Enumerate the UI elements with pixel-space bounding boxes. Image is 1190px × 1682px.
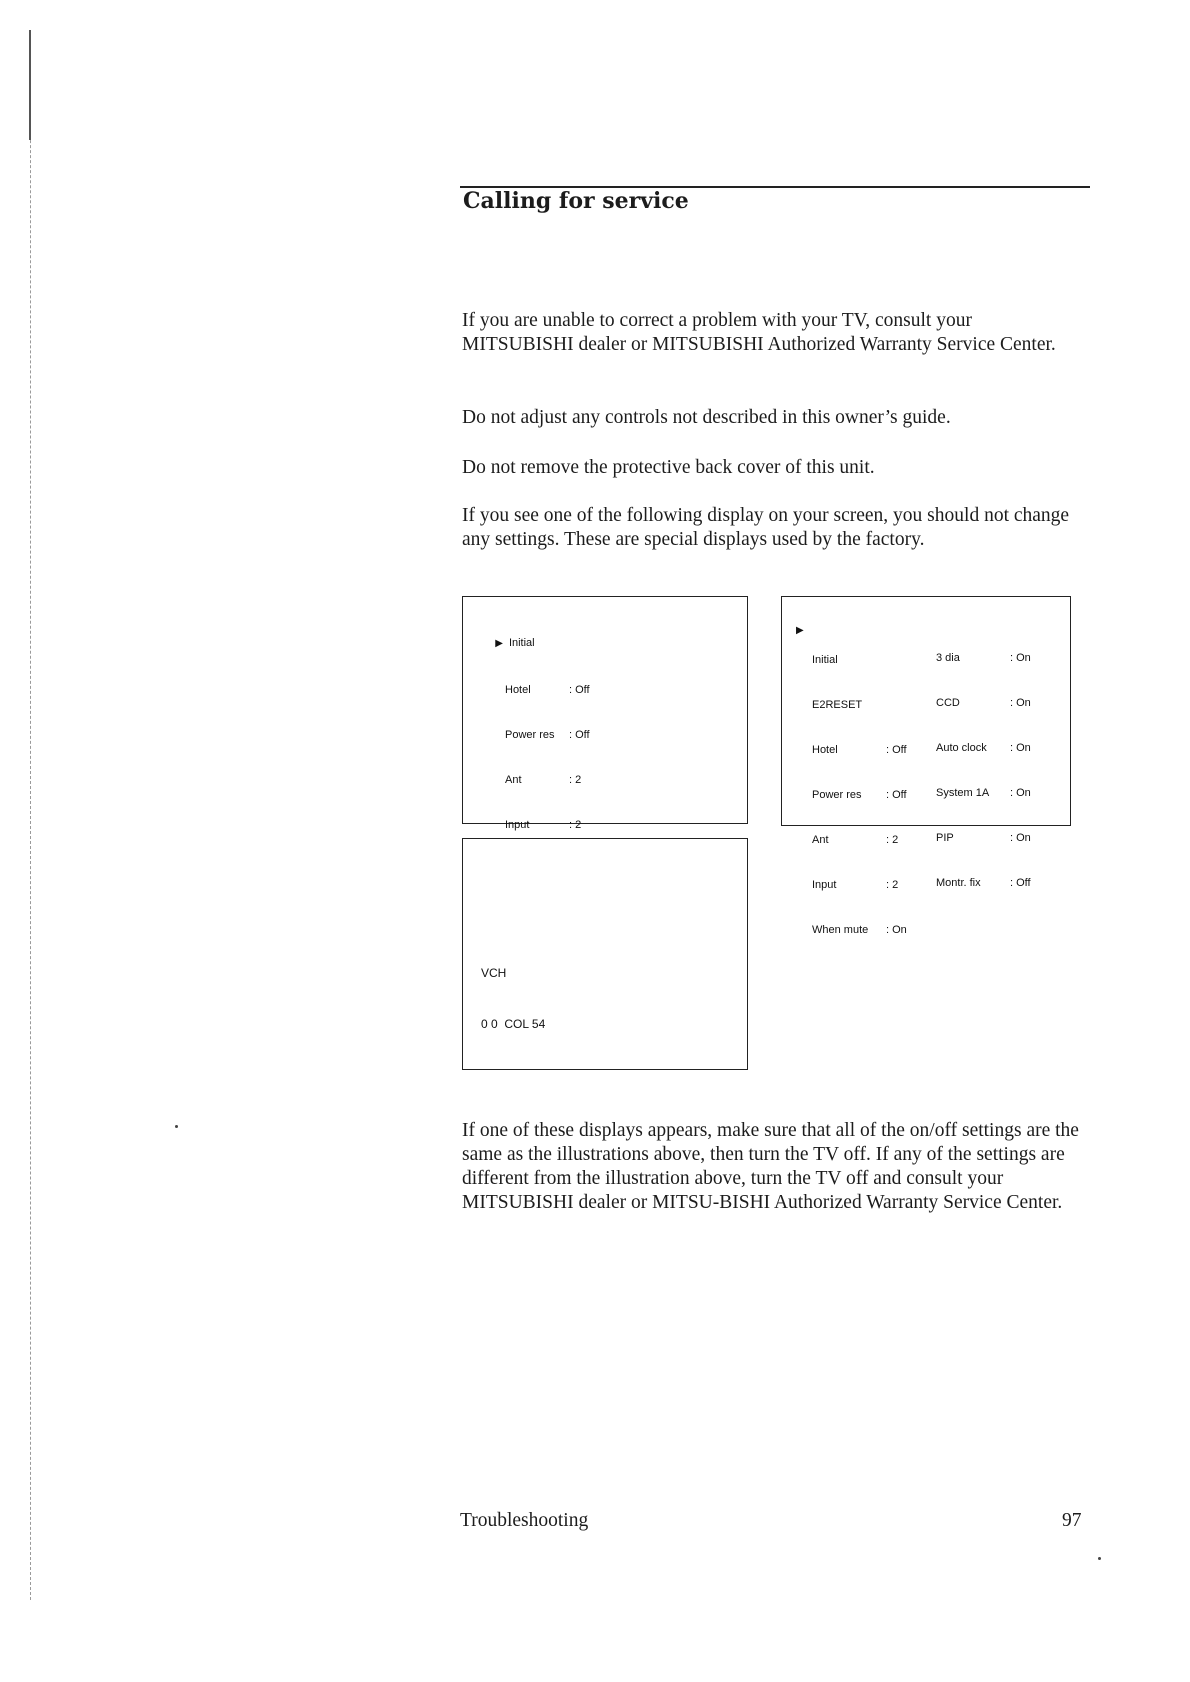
- osd-row-value: : 2: [886, 834, 899, 846]
- paragraph-do-not-adjust: Do not adjust any controls not described in this owner’s guide.: [462, 407, 951, 428]
- osd-row: [812, 653, 907, 668]
- osd-row-value: : 2: [569, 819, 582, 831]
- osd-row-value: : On: [1010, 787, 1031, 799]
- binding-edge-dashed: [30, 30, 32, 1600]
- osd-row-label: 3 dia: [936, 652, 960, 664]
- osd-row-label: E2RESET: [812, 699, 863, 711]
- osd-row-value: : 2: [569, 774, 582, 786]
- paragraph-factory-displays: If you see one of the following display on your screen, you should not change any settings. These are special displays used by the factory.: [462, 505, 1070, 550]
- osd-row-value: : Off: [569, 684, 590, 696]
- osd-row: [812, 743, 907, 758]
- osd-row-value: : Off: [886, 789, 907, 801]
- osd-row-label: Montr. fix: [936, 877, 981, 889]
- osd-row-value: : On: [1010, 742, 1031, 754]
- osd-row: [505, 773, 590, 788]
- osd-row-value: : Off: [886, 744, 907, 756]
- osd-row-value: : On: [1010, 697, 1031, 709]
- osd-row: [936, 741, 1031, 756]
- osd-row: [812, 698, 907, 713]
- osd-left-column: [812, 623, 907, 968]
- osd-header-label: Initial: [508, 637, 535, 649]
- osd-row-label: PIP: [936, 832, 954, 844]
- osd-row-label: Input: [505, 819, 530, 831]
- osd-row-label: Input: [812, 879, 837, 891]
- paragraph-check-settings: If one of these displays appears, make sure that all of the on/off settings are the same as the illustrations above, then turn the TV off. If any of the settings are different from the illustration above, turn the TV off and consult your MITSUBISHI dealer or MITSU-BISHI Authorized Warranty Service Center.: [462, 1120, 1079, 1213]
- osd-row-value: : 2: [886, 879, 899, 891]
- osd-row-value: : On: [886, 924, 907, 936]
- osd-row-label: Ant: [505, 774, 522, 786]
- page-number: 97: [1062, 1510, 1082, 1531]
- paragraph-consult-dealer: If you are unable to correct a problem with your TV, consult your MITSUBISHI dealer or MITSUBISHI Authorized Warranty Service Center.: [462, 310, 1056, 355]
- osd-row-label: When mute: [812, 924, 869, 936]
- osd-row-label: Power res: [812, 789, 862, 801]
- osd-col-value: 0 0 COL 54: [481, 1017, 546, 1031]
- osd-row-label: System 1A: [936, 787, 990, 799]
- osd-row: [505, 683, 590, 698]
- osd-row: [936, 696, 1031, 711]
- scan-speck: [175, 1125, 178, 1128]
- osd-row: [936, 786, 1031, 801]
- osd-right-column: [936, 621, 1031, 921]
- osd-row-value: : Off: [1010, 877, 1031, 889]
- osd-row-label: Initial: [812, 654, 838, 666]
- osd-row-label: Ant: [812, 834, 829, 846]
- osd-row: [505, 818, 590, 833]
- screen-illustration-3: [462, 838, 748, 1070]
- osd-row-label: Power res: [505, 729, 555, 741]
- screen-illustration-1: [462, 596, 748, 831]
- binding-edge-solid: [29, 30, 32, 140]
- osd-row: [812, 878, 907, 893]
- triangle-right-icon: ▶: [495, 638, 503, 649]
- scan-speck: [1098, 1557, 1101, 1560]
- osd-row-label: Auto clock: [936, 742, 987, 754]
- osd-row: [936, 831, 1031, 846]
- page-title: Calling for service: [463, 188, 689, 214]
- osd-row: [812, 923, 907, 938]
- triangle-right-icon: ▶: [796, 625, 804, 636]
- osd-row-value: : On: [1010, 832, 1031, 844]
- footer-section-name: Troubleshooting: [460, 1510, 589, 1531]
- osd-row: [936, 651, 1031, 666]
- osd-row-label: CCD: [936, 697, 960, 709]
- paragraph-do-not-remove: Do not remove the protective back cover of this unit.: [462, 457, 875, 478]
- osd-row: [936, 876, 1031, 891]
- screen-illustration-2: [781, 596, 1071, 936]
- osd-row: [505, 728, 590, 743]
- osd-vch-block: [481, 931, 545, 1067]
- osd-row: [812, 833, 907, 848]
- osd-row-label: Hotel: [505, 684, 531, 696]
- osd-row-value: : On: [1010, 652, 1031, 664]
- osd-vch-label: VCH: [481, 966, 507, 980]
- osd-row: [812, 788, 907, 803]
- osd-row-label: Hotel: [812, 744, 838, 756]
- osd-row-value: : Off: [569, 729, 590, 741]
